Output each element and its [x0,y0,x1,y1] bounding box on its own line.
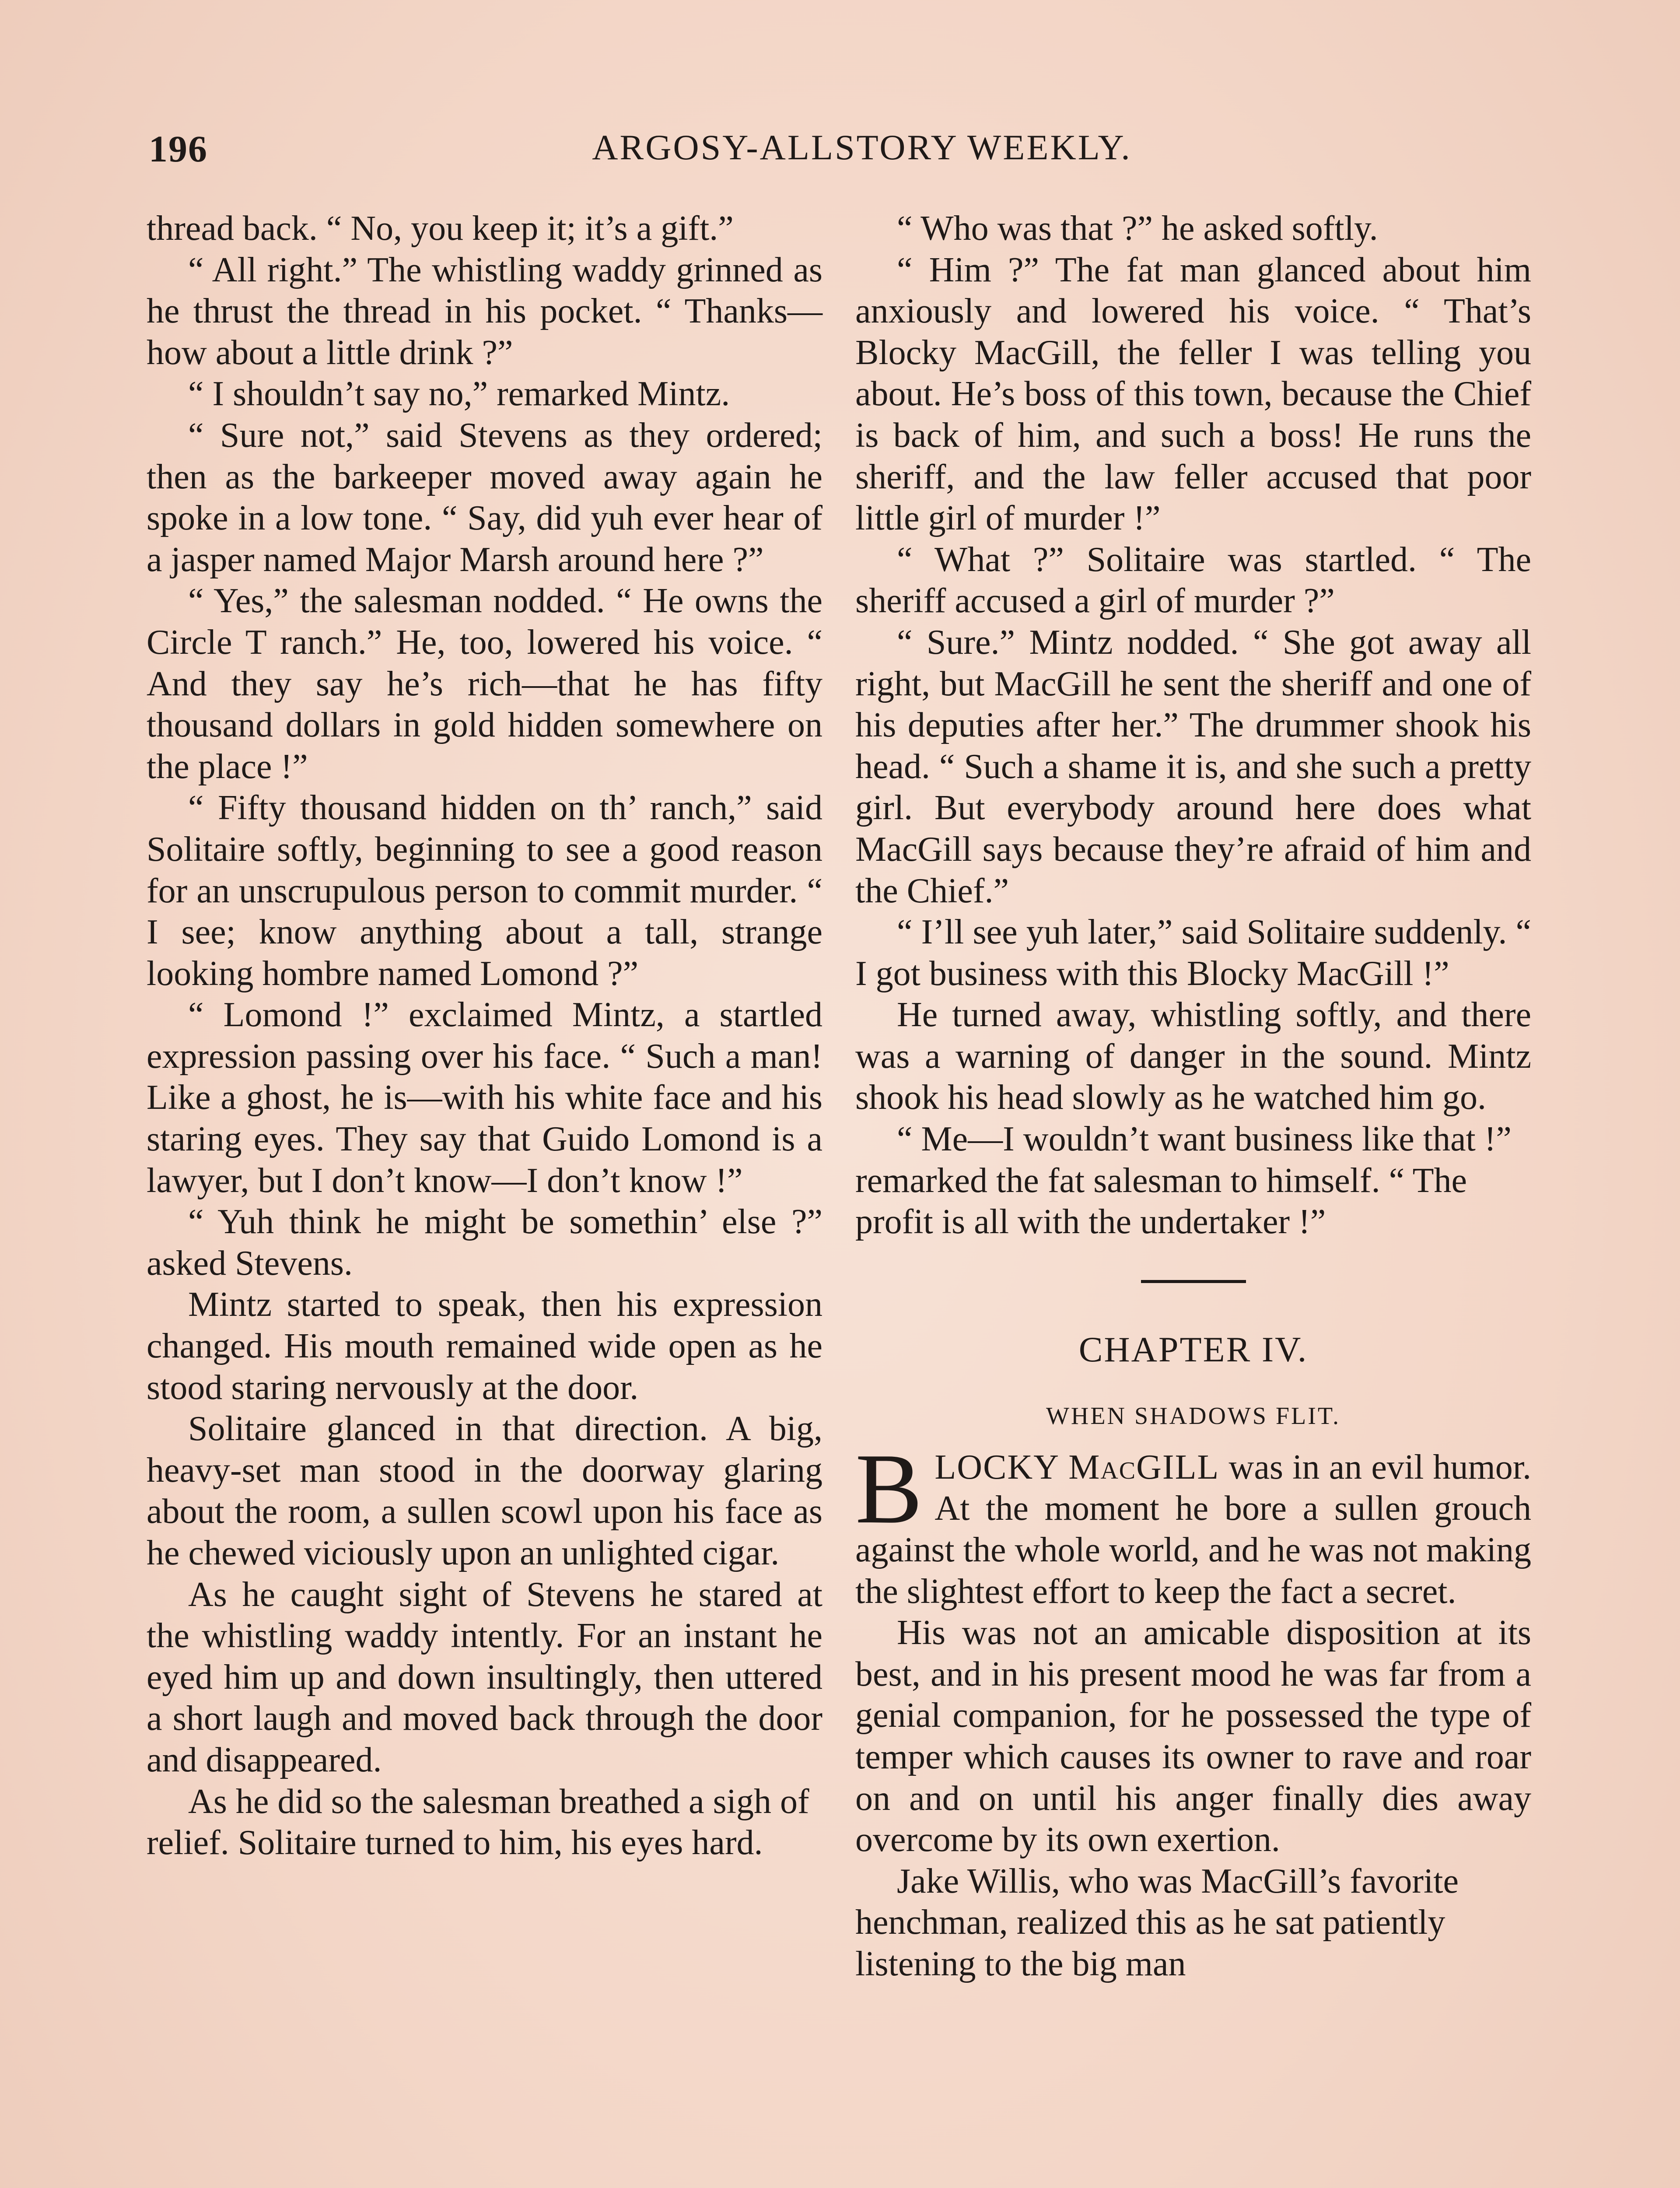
opening-text: was in an evil humor. At the moment he bore a sullen grouch against the whole world, and he was not making the slightest effort to keep the fact a secret. [855,1448,1532,1611]
paragraph: He turned away, whistling softly, and there was a warning of danger in the sound. Mintz shook his head slowly as he watched him go. [855,996,1531,1117]
right-column [855,208,1531,1985]
paragraph: Solitaire glanced in that direction. A big, heavy-set man stood in the doorway glaring about the room, a sullen scowl upon his face as he chewed viciously upon an unlighted cigar. [147,1410,822,1572]
paragraph: “ I shouldn’t say no,” remarked Mintz. [188,375,730,414]
opening-caps: LOCKY MacGILL [934,1448,1220,1487]
left-column [147,208,822,1864]
page-header [149,127,1575,179]
chapter-subtitle: WHEN SHADOWS FLIT. [1046,1402,1340,1430]
paragraph: “ All right.” The whistling waddy grinned as he thrust the thread in his pocket. “ Thanks—how about a little drink ?” [147,250,822,372]
paragraph: “ Sure.” Mintz nodded. “ She got away all right, but MacGill he sent the sheriff and one of his deputies after her.” The drummer shook his head. “ Such a shame it is, and she such a pretty girl. But everybody around here does what MacGill says because they’re afraid of him and the Chief.” [855,623,1531,910]
paragraph: “ Me—I wouldn’t want business like that !” remarked the fat salesman to himself. “ The profit is all with the undertaker !” [855,1120,1512,1241]
section-divider [1141,1280,1246,1283]
paragraph: “ Sure not,” said Stevens as they ordered; then as the barkeeper moved away again he spoke in a low tone. “ Say, did yuh ever hear of a jasper named Major Marsh around here ?” [147,416,822,579]
chapter-title: CHAPTER IV. [1078,1329,1308,1369]
paragraph: “ Who was that ?” he asked softly. [897,209,1378,248]
paragraph: “ Yuh think he might be somethin’ else ?” asked Stevens. [147,1203,822,1283]
page-number: 196 [149,128,208,170]
paragraph: thread back. “ No, you keep it; it’s a gift.” [147,209,734,248]
paragraph: “ Yes,” the salesman nodded. “ He owns the Circle T ranch.” He, too, lowered his voice. “ And they say he’s rich—that he has fifty thousand dollars in gold hidden somewhere on the place !” [147,582,822,786]
paragraph: “ Fifty thousand hidden on th’ ranch,” said Solitaire softly, beginning to see a good reason for an unscrupulous person to commit murder. “ I see; know anything about a tall, strange looking hombre named Lomond ?” [147,789,822,993]
paragraph: “ Him ?” The fat man glanced about him anxiously and lowered his voice. “ That’s Blocky MacGill, the feller I was telling you about. He’s boss of this town, because the Chief is back of him, and such a boss! He runs the sheriff, and the law feller accused that poor little girl of murder !” [855,250,1531,538]
running-head: ARGOSY-ALLSTORY WEEKLY. [592,127,1132,167]
paragraph: His was not an amicable disposition at its best, and in his present mood he was far from a genial companion, for he possessed the type of temper which causes its owner to rave and roar on and on until his anger finally dies away overcome by its own exertion. [855,1613,1531,1859]
paragraph: Mintz started to speak, then his expression changed. His mouth remained wide open as he stood staring nervously at the door. [147,1285,822,1407]
paragraph: As he caught sight of Stevens he stared at the whistling waddy intently. For an instant he eyed him up and down insultingly, then uttered a short laugh and moved back through the door and disappeared. [147,1575,822,1779]
paragraph: “ Lomond !” exclaimed Mintz, a startled expression passing over his face. “ Such a man! Like a ghost, he is—with his white face and his staring eyes. They say that Guido Lomond is a lawyer, but I don’t know—I don’t know !” [147,996,822,1200]
paragraph: As he did so the salesman breathed a sigh of relief. Solitaire turned to him, his eyes hard. [147,1782,809,1862]
paragraph: “ I’ll see yuh later,” said Solitaire suddenly. “ I got business with this Blocky MacGill !” [855,913,1531,993]
chapter-opening-paragraph [855,1432,1532,1612]
paragraph: “ What ?” Solitaire was startled. “ The sheriff accused a girl of murder ?” [855,540,1531,621]
paragraph: Jake Willis, who was MacGill’s favorite henchman, realized this as he sat patiently listening to the big man [855,1862,1459,1983]
drop-cap: B [855,1432,923,1544]
